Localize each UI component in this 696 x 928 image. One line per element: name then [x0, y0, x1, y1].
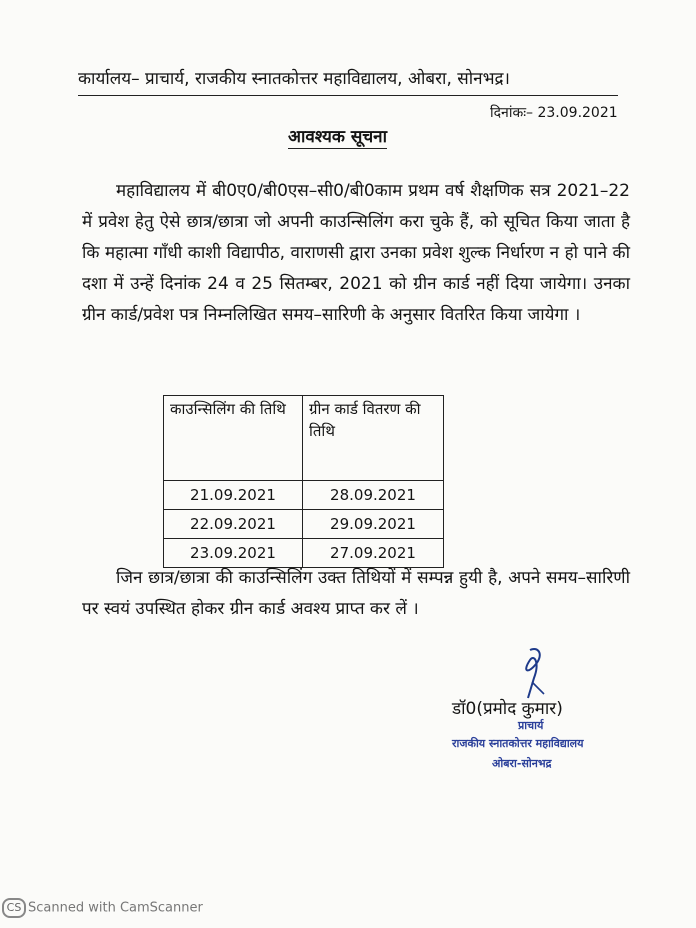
header-divider — [78, 95, 618, 96]
notice-body: महाविद्यालय में बी0ए0/बी0एस–सी0/बी0काम प्रथम वर्ष शैक्षणिक सत्र 2021–22 में प्रवेश हेतु ऐसे छात्र/छात्रा जो अपनी काउन्सिलिंग करा चुके हैं, को सूचित किया जाता है कि महात्मा गाँधी काशी विद्यापीठ, वाराणसी द्वारा उनका प्रवेश शुल्क निर्धारण न हो पाने की दशा में उन्हें दिनांक 24 व 25 सितम्बर, 2021 को ग्रीन कार्ड नहीं दिया जायेगा। उनका ग्रीन कार्ड/प्रवेश पत्र निम्नलिखित समय–सारिणी के अनुसार वितरित किया जायेगा । — [82, 181, 630, 325]
handwritten-signature — [500, 642, 560, 702]
schedule-table — [163, 395, 444, 568]
table-row — [164, 510, 444, 539]
stamp-place: ओबरा-सोनभद्र — [492, 757, 552, 770]
column-header-green-card-date: ग्रीन कार्ड वितरण की तिथि — [303, 396, 444, 481]
signatory-name: डॉ0(प्रमोद कुमार) — [452, 699, 563, 719]
green-card-date-cell: 29.09.2021 — [303, 510, 444, 539]
table-row — [164, 481, 444, 510]
stamp-title: प्राचार्य — [518, 719, 544, 732]
camscanner-icon: CS — [2, 898, 26, 918]
counselling-date-cell: 22.09.2021 — [164, 510, 303, 539]
counselling-date-cell: 21.09.2021 — [164, 481, 303, 510]
counselling-date-cell: 23.09.2021 — [164, 539, 303, 568]
stamp-college: राजकीय स्नातकोत्तर महाविद्यालय — [452, 737, 584, 750]
notice-closing: जिन छात्र/छात्रा की काउन्सिलिंग उक्त तिथियों में सम्पन्न हुयी है, अपने समय–सारिणी पर स्वयं उपस्थित होकर ग्रीन कार्ड अवश्य प्राप्त कर लें । — [82, 568, 630, 619]
scanner-text: Scanned with CamScanner — [28, 900, 203, 916]
principal-stamp — [452, 718, 652, 778]
notice-title: आवश्यक सूचना — [288, 124, 387, 149]
scanner-watermark — [2, 898, 203, 918]
office-header: कार्यालय– प्राचार्य, राजकीय स्नातकोत्तर महाविद्यालय, ओबरा, सोनभद्र। — [78, 69, 511, 89]
column-header-counselling-date: काउन्सिलिंग की तिथि — [164, 396, 303, 481]
table-header-row — [164, 396, 444, 481]
notice-date: दिनांकः– 23.09.2021 — [490, 105, 618, 121]
green-card-date-cell: 27.09.2021 — [303, 539, 444, 568]
green-card-date-cell: 28.09.2021 — [303, 481, 444, 510]
